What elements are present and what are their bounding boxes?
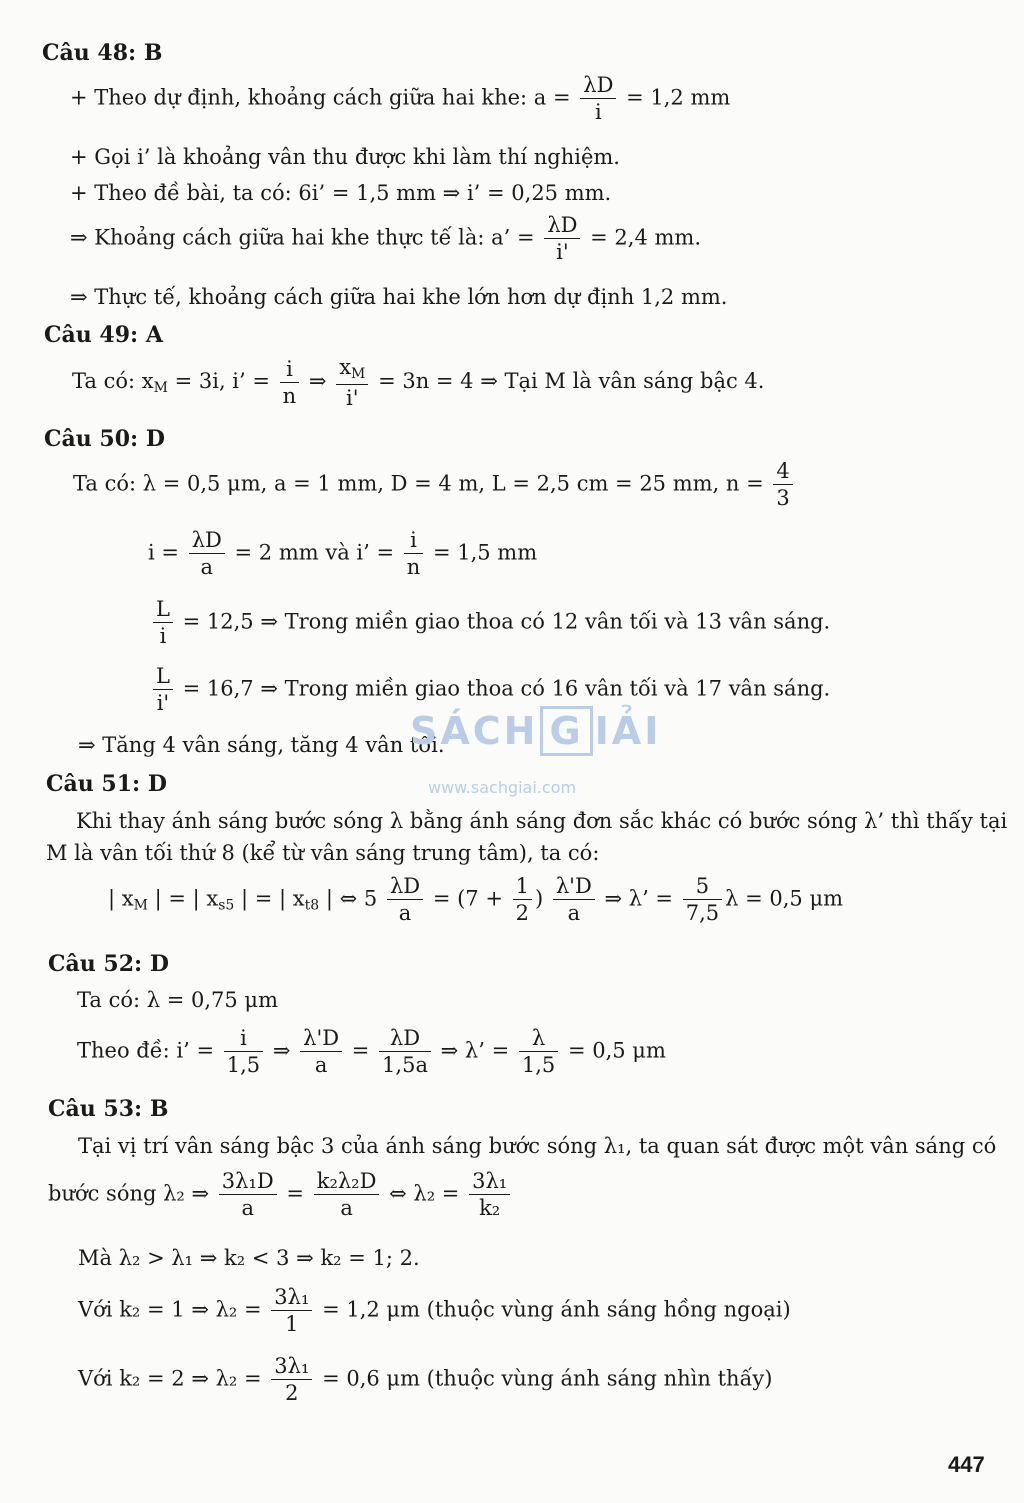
watermark-url: www.sachgiai.com: [428, 778, 577, 797]
fraction: $\frac{\lambda D}{1,5a}$: [379, 1025, 431, 1079]
q50-line-1: Ta có: λ = 0,5 μm, a = 1 mm, D = 4 m, L = 2,5 cm = 25 mm, n = $\frac{4}{3}$: [73, 458, 796, 512]
fraction: $\frac{\lambda'D}{a}$: [553, 873, 595, 927]
q53-line-2: bước sóng λ₂ ⇒ $\frac{\text{3λ₁D}}{a}$ = $\frac{\text{k₂λ₂D}}{a}$ ⇔ λ₂ = $\frac{\text{3λ₁}}{\text{k₂}}$: [48, 1168, 513, 1222]
fraction: $\frac{\lambda D}{i}$: [580, 72, 616, 126]
fraction: $\frac{1}{2}$: [513, 873, 532, 927]
q50-line-4: $\frac{L}{i'}$ = 16,7 ⇒ Trong miền giao thoa có 16 vân tối và 17 vân sáng.: [150, 663, 830, 717]
q50-heading: Câu 50: D: [44, 426, 165, 452]
q52-line-1: Ta có: λ = 0,75 μm: [77, 988, 278, 1012]
fraction: $\frac{\text{3λ₁}}{1}$: [271, 1284, 312, 1338]
q50-line-3: $\frac{L}{i}$ = 12,5 ⇒ Trong miền giao thoa có 12 vân tối và 13 vân sáng.: [150, 596, 830, 650]
watermark-logo: SÁCH G IẢI: [410, 706, 661, 756]
fraction: $\frac{i}{1,5}$: [224, 1025, 263, 1079]
fraction: $\frac{L}{i'}$: [153, 663, 173, 717]
q53-line-4: Với k₂ = 1 ⇒ λ₂ = $\frac{\text{3λ₁}}{1}$ = 1,2 μm (thuộc vùng ánh sáng hồng ngoại): [78, 1285, 791, 1337]
q48-heading: Câu 48: B: [42, 40, 163, 66]
q48-line-3: + Theo đề bài, ta có: 6i’ = 1,5 mm ⇒ i’ = 0,25 mm.: [70, 181, 612, 205]
q52-line-2: Theo đề: i’ = $\frac{i}{1,5}$ ⇒ $\frac{\lambda'D}{a}$ = $\frac{\lambda D}{1,5a}$ ⇒ λ’ = $\frac{\lambda}{1,5}$ = 0,5 μm: [77, 1026, 666, 1078]
fraction: $\frac{\lambda D}{a}$: [387, 873, 423, 927]
page-number: 447: [948, 1452, 985, 1477]
fraction: $\frac{4}{3}$: [773, 458, 792, 512]
q51-line-1: Khi thay ánh sáng bước sóng λ bằng ánh sáng đơn sắc khác có bước sóng λ’ thì thấy tại: [76, 809, 1008, 833]
q53-line-3: Mà λ₂ > λ₁ ⇒ k₂ < 3 ⇒ k₂ = 1; 2.: [78, 1246, 420, 1270]
q49-line-1: Ta có: $x_M = 3i$, i’ = $\frac{i}{n}$ ⇒ $\frac{x_M}{i'}$ = 3n = 4 ⇒ Tại M là vân sáng bậc 4.: [72, 355, 765, 410]
q48-line-2: + Gọi i’ là khoảng vân thu được khi làm thí nghiệm.: [70, 145, 620, 169]
fraction: $\frac{\lambda}{1,5}$: [519, 1025, 558, 1079]
fraction: $\frac{i}{n}$: [280, 356, 300, 410]
q51-line-2: M là vân tối thứ 8 (kể từ vân sáng trung tâm), ta có:: [46, 841, 600, 865]
q53-line-5: Với k₂ = 2 ⇒ λ₂ = $\frac{\text{3λ₁}}{2}$ = 0,6 μm (thuộc vùng ánh sáng nhìn thấy): [78, 1354, 773, 1406]
q51-heading: Câu 51: D: [46, 771, 167, 797]
fraction: $\frac{\text{3λ₁}}{\text{k₂}}$: [469, 1168, 510, 1222]
q53-heading: Câu 53: B: [48, 1096, 169, 1122]
q53-line-1: Tại vị trí vân sáng bậc 3 của ánh sáng bước sóng λ₁, ta quan sát được một vân sáng có: [78, 1134, 997, 1158]
q48-line-1: + Theo dự định, khoảng cách giữa hai khe: a = $\frac{\lambda D}{i}$ = 1,2 mm: [70, 73, 731, 125]
q51-equation: | $x_M$ | = | $x_{s5}$ | = | $x_{t8}$ | ⇔ 5 $\frac{\lambda D}{a}$ = (7 + $\frac{1}{2}$ ) $\frac{\lambda'D}{a}$ ⇒ λ’ = $\frac{5}{7,5}$ λ = 0,5 μm: [108, 874, 843, 926]
fraction: $\frac{L}{i}$: [153, 596, 173, 650]
fraction: $\frac{\text{3λ₁D}}{a}$: [219, 1168, 277, 1222]
q49-heading: Câu 49: A: [44, 322, 163, 348]
fraction: $\frac{\lambda'D}{a}$: [300, 1025, 342, 1079]
q50-line-5: ⇒ Tăng 4 vân sáng, tăng 4 vân tối.: [78, 733, 445, 757]
q48-line-4: ⇒ Khoảng cách giữa hai khe thực tế là: a’ = $\frac{\lambda D}{i'}$ = 2,4 mm.: [70, 213, 702, 265]
fraction: $\frac{\text{k₂λ₂D}}{a}$: [314, 1168, 380, 1222]
fraction: $\frac{x_M}{i'}$: [336, 354, 368, 411]
fraction: $\frac{i}{n}$: [404, 527, 424, 581]
fraction: $\frac{\lambda D}{i'}$: [544, 212, 580, 266]
q48-line-5: ⇒ Thực tế, khoảng cách giữa hai khe lớn hơn dự định 1,2 mm.: [70, 285, 728, 309]
q52-heading: Câu 52: D: [48, 951, 169, 977]
q50-line-2: i = $\frac{\lambda D}{a}$ = 2 mm và i’ = $\frac{i}{n}$ = 1,5 mm: [148, 528, 538, 580]
fraction: $\frac{\text{3λ₁}}{2}$: [271, 1353, 312, 1407]
fraction: $\frac{5}{7,5}$: [683, 873, 722, 927]
fraction: $\frac{\lambda D}{a}$: [189, 527, 225, 581]
